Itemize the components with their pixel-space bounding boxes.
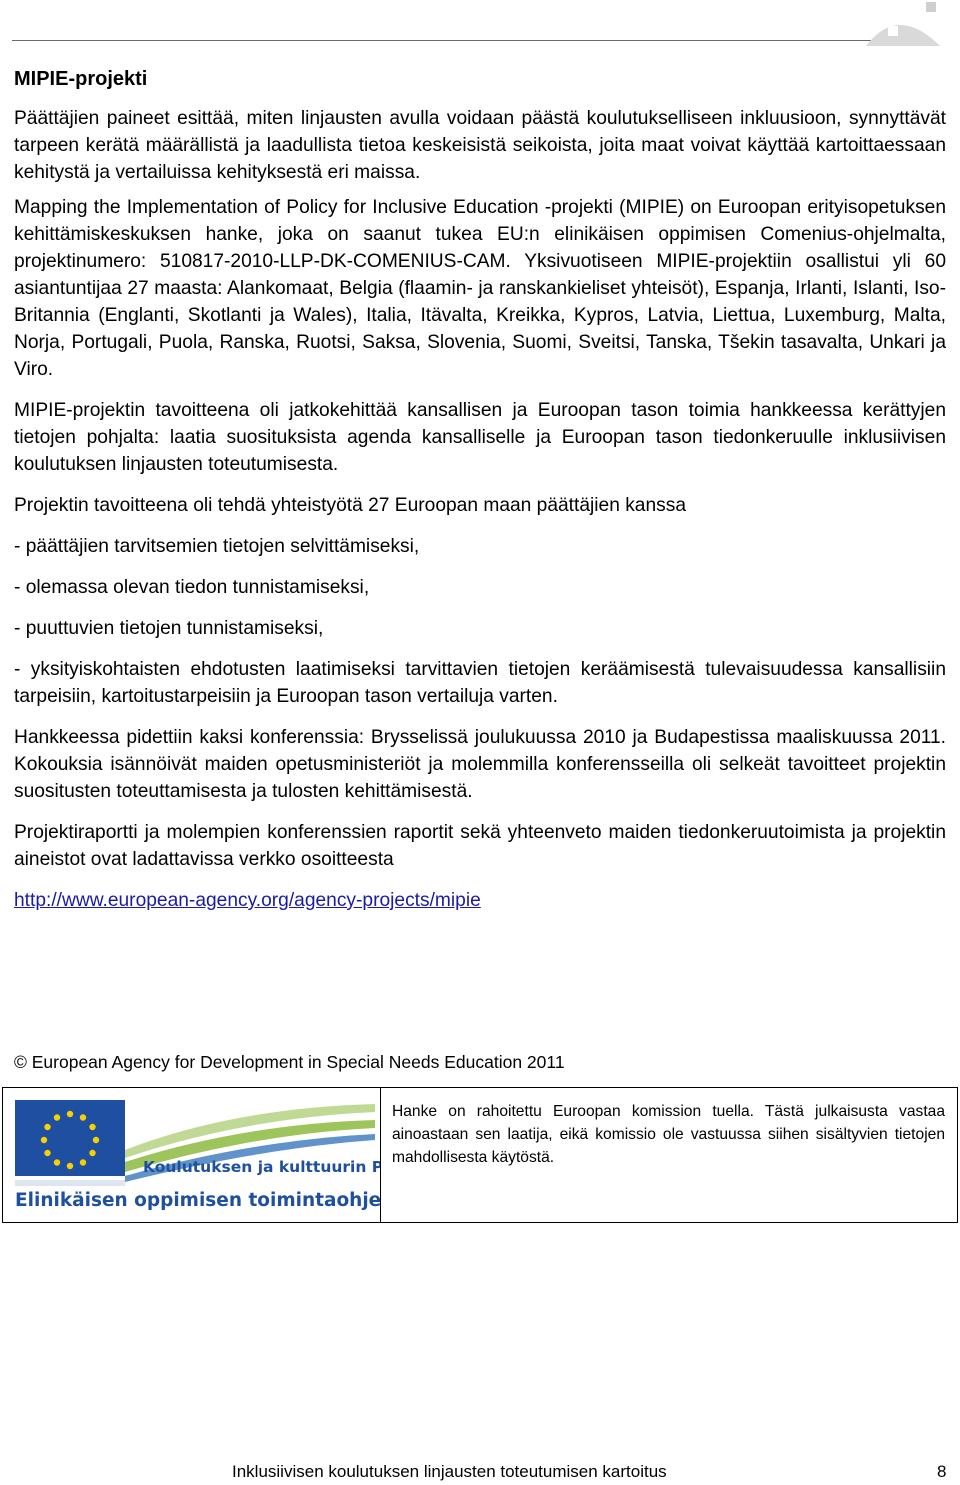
header-rule — [12, 40, 887, 41]
page-number: 8 — [937, 1462, 947, 1481]
paragraph-cooperation: Projektin tavoitteena oli tehdä yhteistyötä 27 Euroopan maan päättäjien kanssa — [14, 495, 687, 516]
running-footer-title: Inklusiivisen koulutuksen linjausten toteutumisen kartoitus — [232, 1462, 667, 1481]
paragraph-reports: Projektiraportti ja molempien konferenssien raportit sekä yhteenveto maiden tiedonkeruutoimista ja projektin aineistot ovat ladattavissa verkko osoitteesta — [14, 822, 946, 870]
main-content — [14, 58, 946, 928]
paragraph-mipie-project: Mapping the Implementation of Policy for Inclusive Education -projekti (MIPIE) on Euroopan erityisopetuksen kehittämiskeskuksen hanke, joka on saanut tukea EU:n elinikäisen oppimisen Comenius-ohjelmalta, projektinumero: 510817-2010-LLP-DK-COMENIUS-CAM. Yksivuotiseen MIPIE-projektiin osallistui yli 60 asiantuntijaa 27 maasta: Alankomaat, Belgia (flaamin- ja ranskankieliset yhteisöt), Espanja, Irlanti, Islanti, Iso-Britannia (Englanti, Skotlanti ja Wales), Italia, Itävalta, Kreikka, Kypros, Latvia, Liettua, Luxemburg, Malta, Norja, Portugali, Puola, Ranska, Ruotsi, Saksa, Slovenia, Suomi, Sveitsi, Tanska, Tšekin tasavalta, Unkari ja Viro. — [14, 197, 946, 380]
list-item: - olemassa olevan tiedon tunnistamiseksi, — [14, 577, 370, 598]
paragraph-intro: Päättäjien paineet esittää, miten linjausten avulla voidaan päästä koulutukselliseen inkluusioon, synnyttävät tarpeen kerätä määrällistä ja laadullista tietoa keskeisistä seikoista, joita maat voivat käyttää kartoittaessaan kehitystä ja vertailuissa kehityksestä eri maissa. — [14, 108, 946, 183]
list-item: - yksityiskohtaisten ehdotusten laatimiseksi tarvittavien tietojen keräämisestä tulevaisuudessa kansallisiin tarpeisiin, kartoitustarpeisiin ja Euroopan tason vertailuja varten. — [14, 659, 946, 707]
agency-corner-logo-icon — [858, 0, 958, 46]
page-title: MIPIE-projekti — [14, 68, 148, 90]
eu-programme-logo — [3, 1088, 381, 1222]
paragraph-conferences: Hankkeessa pidettiin kaksi konferenssia: Brysselissä joulukuussa 2010 ja Budapestissa maaliskuussa 2011. Kokouksia isännöivät maiden opetusministeriöt ja molemmilla konferensseilla oli selkeät tavoitteet projektin suositusten toteuttamisesta ja tulosten kehittämisestä. — [14, 727, 946, 802]
paragraph-objectives: MIPIE-projektin tavoitteena oli jatkokehittää kansallisen ja Euroopan tason toimia hankkeessa kerättyjen tietojen pohjalta: laatia suosituksista agenda kansalliselle ja Euroopan tason tiedonkeruulle inklusiivisen koulutuksen linjausten toteutumisesta. — [14, 400, 946, 475]
eu-logo-line2: Elinikäisen oppimisen toimintaohjelma — [15, 1190, 380, 1211]
eu-logo-line1: Koulutuksen ja kulttuurin PO — [143, 1158, 380, 1176]
list-item: - puuttuvien tietojen tunnistamiseksi, — [14, 618, 324, 639]
copyright-notice: © European Agency for Development in Special Needs Education 2011 — [14, 1052, 565, 1072]
project-link[interactable]: http://www.european-agency.org/agency-projects/mipie — [14, 890, 481, 911]
funding-box — [2, 1087, 958, 1223]
list-item: - päättäjien tarvitsemien tietojen selvittämiseksi, — [14, 536, 420, 557]
funding-disclaimer: Hanke on rahoitettu Euroopan komission tuella. Tästä julkaisusta vastaa ainoastaan sen laatija, eikä komissio ole vastuussa siihen sisältyvien tietojen mahdollisesta käytöstä. — [392, 1103, 945, 1166]
